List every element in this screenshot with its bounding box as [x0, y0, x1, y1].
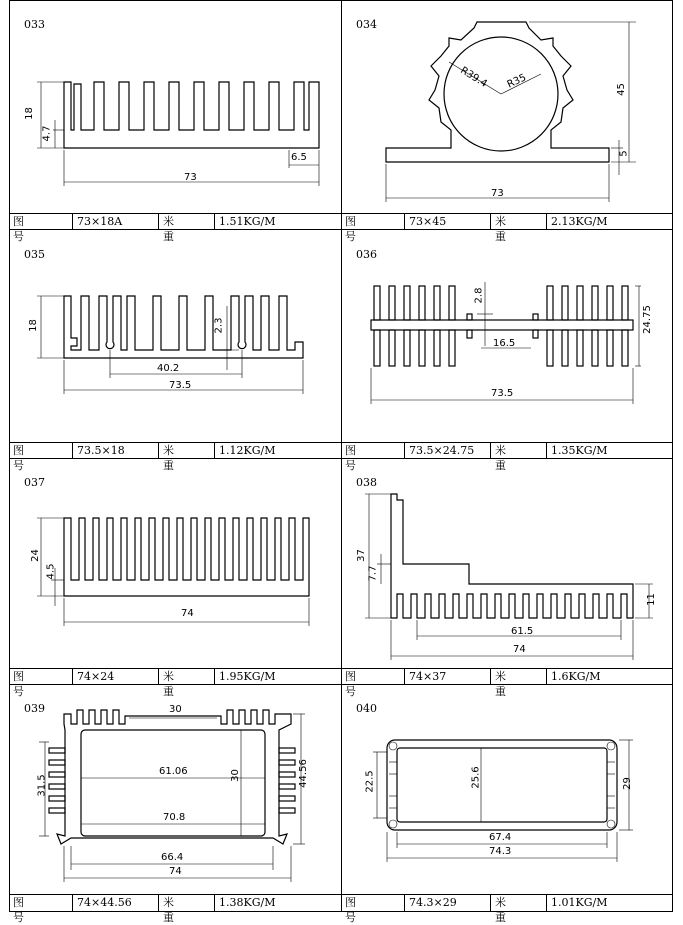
spec-row	[341, 442, 673, 472]
dim-label: 4.7	[41, 125, 53, 142]
fig-no-label: 图 号	[341, 669, 405, 684]
size-value: 74×44.56	[73, 895, 159, 911]
profile-card-037	[9, 458, 341, 698]
profile-card-036	[341, 230, 673, 472]
weight-value: 1.38KG/M	[219, 896, 276, 909]
dim-label: 16.5	[493, 338, 516, 349]
spec-row	[341, 894, 673, 924]
profile-code: 035	[24, 248, 45, 261]
profile-drawing-038	[341, 458, 673, 670]
dim-label: 61.5	[511, 626, 534, 637]
size-value: 74×37	[405, 669, 491, 684]
dim-label: 11	[645, 593, 657, 606]
dim-label: 44.56	[297, 759, 309, 788]
dim-label: R39.4	[458, 65, 489, 90]
dim-label: 5	[618, 150, 630, 157]
profile-code: 034	[356, 18, 377, 31]
profile-code: 040	[356, 702, 377, 715]
profile-code: 033	[24, 18, 45, 31]
dim-label: 61.06	[159, 766, 188, 777]
fig-no-label: 图 号	[9, 669, 73, 684]
spec-row	[9, 894, 341, 924]
size-value: 73.5×24.75	[405, 443, 491, 458]
dim-label: 18	[27, 319, 39, 332]
spec-row	[9, 442, 341, 472]
weight-label: 米 重	[491, 669, 547, 684]
fig-no-label: 图 号	[9, 443, 73, 458]
profile-code: 038	[356, 476, 377, 489]
dim-label: 2.8	[473, 287, 485, 304]
dim-label: 66.4	[161, 852, 184, 863]
weight-label: 米 重	[491, 214, 547, 229]
weight-value: 1.01KG/M	[551, 896, 608, 909]
weight-label: 米 重	[491, 895, 547, 911]
dim-label: 30	[229, 769, 241, 782]
profile-code: 036	[356, 248, 377, 261]
dim-label: 24	[29, 549, 41, 562]
profile-code: 037	[24, 476, 45, 489]
profile-drawing-035	[9, 230, 341, 442]
dim-label: 74	[181, 608, 194, 619]
profile-drawing-033	[9, 0, 341, 212]
profile-drawing-037	[9, 458, 341, 670]
weight-label: 米 重	[159, 895, 215, 911]
fig-no-label: 图 号	[341, 895, 405, 911]
profile-card-038	[341, 458, 673, 698]
dim-label: 73	[184, 172, 197, 183]
dim-label: R35	[505, 72, 529, 91]
fig-no-label: 图 号	[9, 895, 73, 911]
dim-label: 29	[621, 777, 633, 790]
dim-label: 74	[169, 866, 182, 877]
size-value: 73.5×18	[73, 443, 159, 458]
dim-label: 7.7	[367, 565, 379, 582]
dim-label: 45	[615, 83, 627, 96]
weight-value: 2.13KG/M	[551, 215, 608, 228]
weight-value: 1.35KG/M	[551, 444, 608, 457]
dim-label: 73.5	[491, 388, 514, 399]
dim-label: 74	[513, 644, 526, 655]
fig-no-label: 图 号	[341, 443, 405, 458]
size-value: 74×24	[73, 669, 159, 684]
weight-value: 1.6KG/M	[551, 670, 601, 683]
profile-card-033	[9, 0, 341, 243]
dim-label: 70.8	[163, 812, 186, 823]
weight-label: 米 重	[159, 669, 215, 684]
size-value: 73×45	[405, 214, 491, 229]
profile-card-035	[9, 230, 341, 472]
dim-label: 40.2	[157, 363, 180, 374]
weight-value: 1.12KG/M	[219, 444, 276, 457]
dim-label: 6.5	[291, 152, 307, 163]
dim-label: 25.6	[470, 766, 482, 789]
profile-drawing-039	[9, 686, 341, 896]
spec-row	[9, 213, 341, 243]
dim-label: 67.4	[489, 832, 512, 843]
dim-label: 73	[491, 188, 504, 199]
fig-no-label: 图 号	[9, 214, 73, 229]
profile-drawing-036	[341, 230, 673, 442]
dim-label: 31.5	[36, 774, 48, 797]
weight-value: 1.95KG/M	[219, 670, 276, 683]
dim-label: 74.3	[489, 846, 512, 857]
profile-drawing-034	[341, 0, 673, 212]
dim-label: 37	[355, 549, 367, 562]
dim-label: 18	[23, 107, 35, 120]
profile-drawing-040	[341, 686, 673, 896]
spec-row	[9, 668, 341, 698]
dim-label: 2.3	[213, 317, 225, 334]
profile-code: 039	[24, 702, 45, 715]
spec-row	[341, 668, 673, 698]
dim-label: 4.5	[45, 563, 57, 580]
weight-label: 米 重	[159, 443, 215, 458]
dim-label: 73.5	[169, 380, 192, 391]
profile-card-040	[341, 686, 673, 924]
weight-label: 米 重	[159, 214, 215, 229]
size-value: 73×18A	[73, 214, 159, 229]
profile-card-034	[341, 0, 673, 243]
dim-label: 22.5	[364, 770, 376, 793]
weight-label: 米 重	[491, 443, 547, 458]
dim-label: 30	[169, 704, 182, 715]
fig-no-label: 图 号	[341, 214, 405, 229]
size-value: 74.3×29	[405, 895, 491, 911]
weight-value: 1.51KG/M	[219, 215, 276, 228]
profile-card-039	[9, 686, 341, 924]
dim-label: 24.75	[641, 305, 653, 334]
spec-row	[341, 213, 673, 243]
